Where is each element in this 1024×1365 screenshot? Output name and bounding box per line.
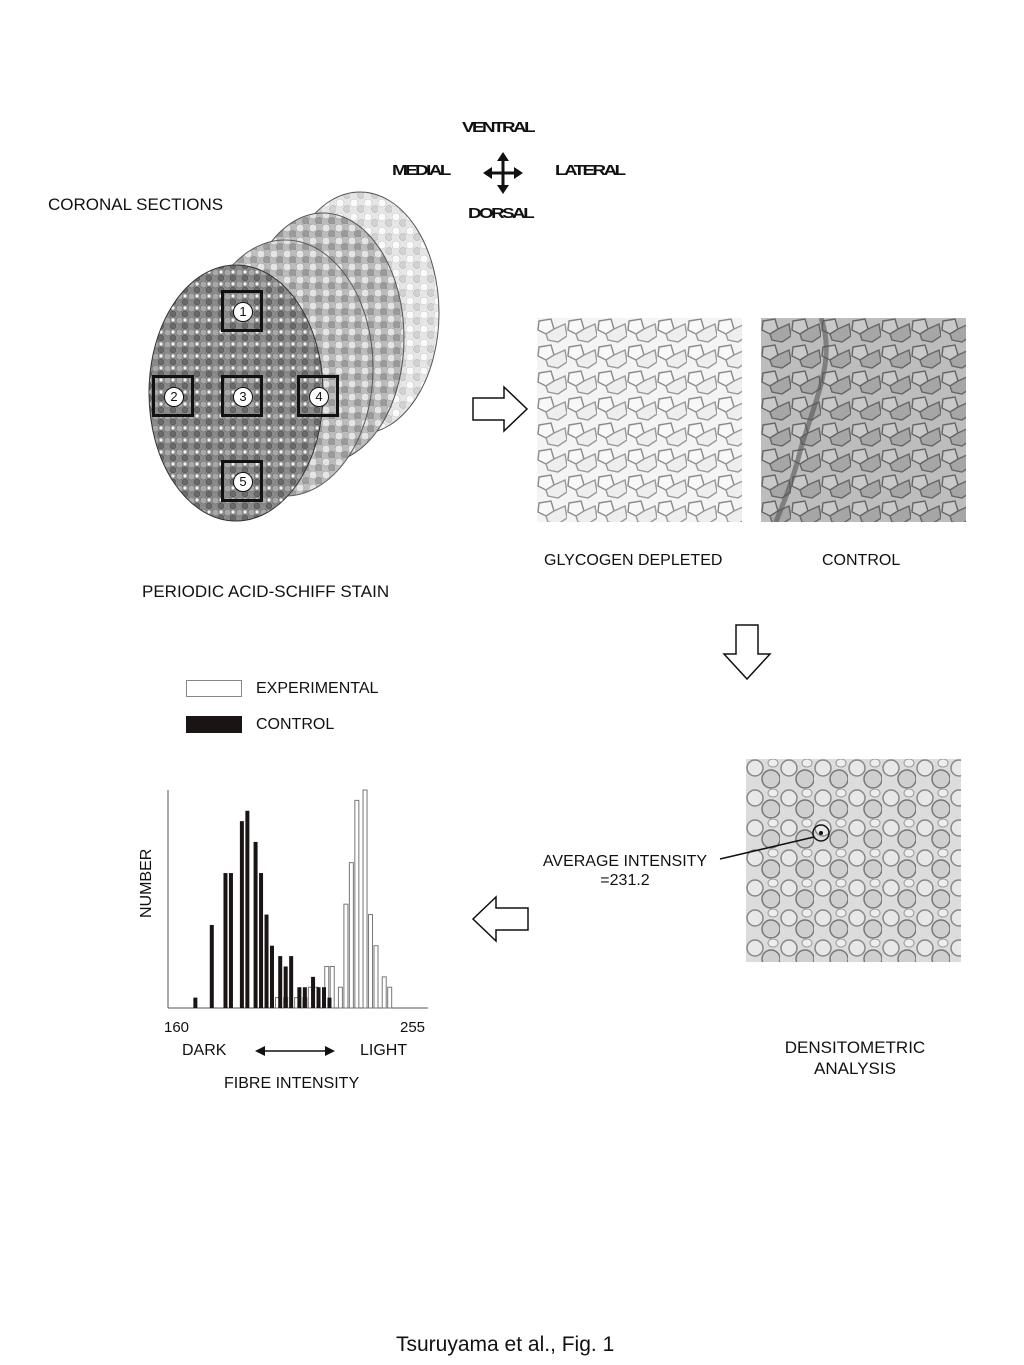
densitometric-line1: DENSITOMETRIC bbox=[784, 1038, 926, 1057]
control-bar bbox=[193, 998, 197, 1008]
control-bar bbox=[278, 956, 282, 1008]
glycogen-depleted-micrograph bbox=[537, 318, 742, 522]
control-bar bbox=[270, 946, 274, 1008]
control-bar bbox=[297, 987, 301, 1008]
control-bar bbox=[317, 987, 321, 1008]
region-box-1 bbox=[221, 290, 263, 332]
legend-control-swatch bbox=[186, 716, 242, 733]
control-bar bbox=[322, 987, 326, 1008]
legend-experimental-label: EXPERIMENTAL bbox=[256, 680, 379, 697]
dorsal-label: DORSAL bbox=[468, 205, 533, 222]
control-bar bbox=[245, 811, 249, 1008]
experimental-bar bbox=[355, 800, 359, 1008]
ventral-label: VENTRAL bbox=[462, 119, 534, 136]
region-box-3 bbox=[221, 375, 263, 417]
light-label: LIGHT bbox=[360, 1042, 408, 1059]
control-bar bbox=[327, 998, 331, 1008]
control-bar bbox=[265, 915, 269, 1008]
region-number-3: 3 bbox=[233, 387, 253, 407]
glycogen-depleted-label: GLYCOGEN DEPLETED bbox=[544, 552, 723, 569]
control-bar bbox=[259, 873, 263, 1008]
x-max-label: 255 bbox=[400, 1019, 426, 1036]
region-number-2: 2 bbox=[164, 387, 184, 407]
lateral-label: LATERAL bbox=[555, 162, 624, 179]
control-bar bbox=[311, 977, 315, 1008]
control-bar bbox=[223, 873, 227, 1008]
coronal-sections-title: CORONAL SECTIONS bbox=[48, 195, 224, 214]
x-min-label: 160 bbox=[164, 1019, 190, 1036]
control-bar bbox=[284, 966, 288, 1008]
control-bar bbox=[303, 987, 307, 1008]
control-bar bbox=[254, 842, 258, 1008]
coronal-sections-illustration bbox=[140, 185, 450, 525]
legend-control-label: CONTROL bbox=[256, 716, 335, 733]
legend-experimental-swatch bbox=[186, 680, 242, 697]
dark-label: DARK bbox=[182, 1042, 227, 1059]
experimental-bar bbox=[388, 987, 392, 1008]
densitometric-analysis-label bbox=[760, 1037, 950, 1079]
experimental-bar bbox=[369, 915, 373, 1008]
region-box-4 bbox=[297, 375, 339, 417]
figure-caption: Tsuruyama et al., Fig. 1 bbox=[396, 1333, 615, 1356]
arrow-down-icon bbox=[721, 623, 773, 683]
control-bar bbox=[289, 956, 293, 1008]
pas-stain-label: PERIODIC ACID-SCHIFF STAIN bbox=[142, 582, 390, 601]
x-axis-label: FIBRE INTENSITY bbox=[224, 1075, 360, 1092]
region-number-1: 1 bbox=[233, 302, 253, 322]
experimental-bar bbox=[363, 790, 367, 1008]
region-number-4: 4 bbox=[309, 387, 329, 407]
compass-icon bbox=[483, 152, 523, 194]
densitometric-line2: ANALYSIS bbox=[814, 1059, 896, 1078]
experimental-bar bbox=[374, 946, 378, 1008]
experimental-bar bbox=[338, 987, 342, 1008]
region-number-5: 5 bbox=[233, 472, 253, 492]
intensity-pointer bbox=[718, 818, 833, 863]
experimental-bar bbox=[349, 863, 353, 1008]
control-micrograph-label: CONTROL bbox=[822, 552, 901, 569]
experimental-bar bbox=[382, 977, 386, 1008]
arrow-left-icon bbox=[470, 895, 532, 945]
average-intensity-title: AVERAGE INTENSITY bbox=[542, 853, 708, 870]
control-micrograph bbox=[761, 318, 966, 522]
control-bar bbox=[229, 873, 233, 1008]
average-intensity-label bbox=[530, 852, 720, 890]
y-axis-label: NUMBER bbox=[138, 848, 155, 918]
control-bar bbox=[210, 925, 214, 1008]
experimental-bar bbox=[344, 904, 348, 1008]
medial-label: MEDIAL bbox=[392, 162, 449, 179]
double-arrow-icon bbox=[255, 1043, 335, 1059]
region-box-5 bbox=[221, 460, 263, 502]
region-box-2 bbox=[152, 375, 194, 417]
fibre-intensity-histogram bbox=[130, 780, 450, 1020]
average-intensity-value: =231.2 bbox=[600, 872, 650, 889]
arrow-right-icon bbox=[471, 385, 531, 435]
control-bar bbox=[240, 821, 244, 1008]
